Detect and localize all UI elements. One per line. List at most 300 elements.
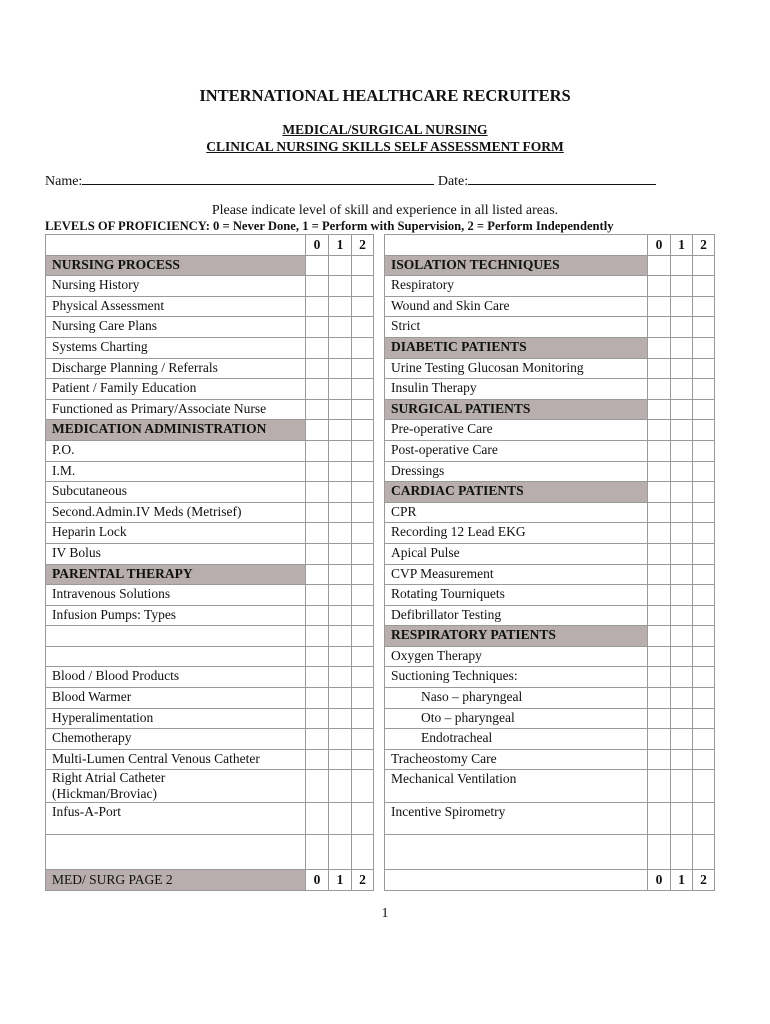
score-cell-2[interactable] <box>352 523 374 544</box>
table-row <box>46 420 715 441</box>
score-cell-0[interactable] <box>306 770 329 803</box>
score-cell-1[interactable] <box>671 502 693 523</box>
table-row <box>46 585 715 606</box>
score-cell-1[interactable] <box>329 688 352 709</box>
score-cell-1[interactable] <box>671 482 693 503</box>
section-header: DIABETIC PATIENTS <box>385 337 648 358</box>
score-cell-1[interactable] <box>671 523 693 544</box>
skill-label: Patient / Family Education <box>46 379 306 400</box>
score-cell-2[interactable] <box>693 317 715 338</box>
right-score-header-2: 2 <box>693 235 715 256</box>
skill-label: Nursing Care Plans <box>46 317 306 338</box>
score-cell-1[interactable] <box>329 296 352 317</box>
name-field[interactable] <box>82 172 434 185</box>
skill-label: Hyperalimentation <box>46 708 306 729</box>
skill-label-line-1: Right Atrial Catheter <box>52 770 166 786</box>
column-gap <box>374 803 385 835</box>
column-gap <box>374 688 385 709</box>
score-cell-1[interactable] <box>671 708 693 729</box>
skill-label: Pre-operative Care <box>385 420 648 441</box>
score-cell-0[interactable] <box>306 399 329 420</box>
score-cell-1[interactable] <box>671 585 693 606</box>
score-cell-0[interactable] <box>306 255 329 276</box>
skill-label: Intravenous Solutions <box>46 585 306 606</box>
score-cell-2[interactable] <box>352 543 374 564</box>
table-row <box>46 770 715 803</box>
score-cell-1[interactable] <box>329 708 352 729</box>
score-cell-0[interactable] <box>648 255 671 276</box>
blank-cell <box>385 835 648 870</box>
footer-right-score-2: 2 <box>693 870 715 891</box>
score-cell-2[interactable] <box>693 688 715 709</box>
score-cell-0[interactable] <box>306 688 329 709</box>
skill-label: Blood / Blood Products <box>46 667 306 688</box>
table-row <box>46 749 715 770</box>
score-cell-2[interactable] <box>352 276 374 297</box>
skills-table-body <box>46 235 715 891</box>
score-cell-2[interactable] <box>693 708 715 729</box>
column-gap <box>374 296 385 317</box>
score-cell-2[interactable] <box>352 803 374 835</box>
score-cell-0[interactable] <box>306 461 329 482</box>
score-cell-0[interactable] <box>306 749 329 770</box>
score-cell-2[interactable] <box>352 585 374 606</box>
score-cell-2[interactable] <box>693 646 715 667</box>
table-row <box>46 379 715 400</box>
score-cell-0[interactable] <box>306 440 329 461</box>
score-cell-1[interactable] <box>671 379 693 400</box>
skill-label: Rotating Tourniquets <box>385 585 648 606</box>
score-cell-2[interactable] <box>693 803 715 835</box>
skill-label: Oxygen Therapy <box>385 646 648 667</box>
skill-label: Discharge Planning / Referrals <box>46 358 306 379</box>
section-header: RESPIRATORY PATIENTS <box>385 626 648 647</box>
column-gap <box>374 729 385 750</box>
score-cell-0[interactable] <box>306 667 329 688</box>
score-cell-1[interactable] <box>329 543 352 564</box>
score-cell-0[interactable] <box>306 317 329 338</box>
score-cell-1[interactable] <box>329 461 352 482</box>
score-cell-2[interactable] <box>693 358 715 379</box>
score-cell-1[interactable] <box>671 317 693 338</box>
skill-label: Physical Assessment <box>46 296 306 317</box>
score-cell-1[interactable] <box>671 749 693 770</box>
score-cell-1[interactable] <box>671 803 693 835</box>
skill-label <box>46 646 306 667</box>
score-cell-2[interactable] <box>352 564 374 585</box>
blank-cell <box>329 835 352 870</box>
column-gap <box>374 667 385 688</box>
left-score-header-0: 0 <box>306 235 329 256</box>
instructions: Please indicate level of skill and experience in all listed areas. <box>211 203 559 218</box>
score-cell-0[interactable] <box>648 667 671 688</box>
score-cell-2[interactable] <box>693 482 715 503</box>
skill-label: I.M. <box>46 461 306 482</box>
form-title: INTERNATIONAL HEALTHCARE RECRUITERS <box>199 86 571 105</box>
score-cell-2[interactable] <box>693 585 715 606</box>
score-cell-1[interactable] <box>329 440 352 461</box>
footer-row <box>46 870 715 891</box>
score-cell-0[interactable] <box>306 585 329 606</box>
score-cell-0[interactable] <box>648 646 671 667</box>
score-cell-0[interactable] <box>306 564 329 585</box>
score-cell-1[interactable] <box>671 646 693 667</box>
column-gap <box>374 626 385 647</box>
spacer-row <box>46 835 715 870</box>
skill-label: Urine Testing Glucosan Monitoring <box>385 358 648 379</box>
score-cell-0[interactable] <box>306 729 329 750</box>
score-cell-2[interactable] <box>352 667 374 688</box>
score-cell-0[interactable] <box>648 543 671 564</box>
column-gap <box>374 835 385 870</box>
header-left-blank <box>46 235 306 256</box>
score-cell-2[interactable] <box>352 399 374 420</box>
footer-left-score-0: 0 <box>306 870 329 891</box>
score-cell-1[interactable] <box>329 803 352 835</box>
table-row <box>46 564 715 585</box>
column-gap <box>374 770 385 803</box>
skill-label: Recording 12 Lead EKG <box>385 523 648 544</box>
skill-label: Multi-Lumen Central Venous Catheter <box>46 749 306 770</box>
skills-table <box>45 234 715 891</box>
score-cell-2[interactable] <box>352 337 374 358</box>
left-score-header-2: 2 <box>352 235 374 256</box>
score-cell-0[interactable] <box>648 276 671 297</box>
page-number: 1 <box>381 906 389 921</box>
footer-right-blank <box>385 870 648 891</box>
skill-label: Incentive Spirometry <box>385 803 648 835</box>
table-row <box>46 296 715 317</box>
section-header: MEDICATION ADMINISTRATION <box>46 420 306 441</box>
score-cell-0[interactable] <box>648 502 671 523</box>
score-cell-2[interactable] <box>352 420 374 441</box>
column-gap <box>374 708 385 729</box>
section-header: NURSING PROCESS <box>46 255 306 276</box>
table-row <box>46 399 715 420</box>
table-row <box>46 646 715 667</box>
proficiency-levels: LEVELS OF PROFICIENCY: 0 = Never Done, 1 = Perform with Supervision, 2 = Perform Independently <box>45 219 614 233</box>
score-cell-1[interactable] <box>671 667 693 688</box>
skill-label: Strict <box>385 317 648 338</box>
score-cell-2[interactable] <box>352 688 374 709</box>
score-cell-1[interactable] <box>671 605 693 626</box>
score-cell-1[interactable] <box>329 626 352 647</box>
score-cell-0[interactable] <box>648 379 671 400</box>
skill-label: Wound and Skin Care <box>385 296 648 317</box>
score-cell-1[interactable] <box>329 749 352 770</box>
score-cell-2[interactable] <box>693 276 715 297</box>
footer-label: MED/ SURG PAGE 2 <box>46 870 306 891</box>
skill-label: Subcutaneous <box>46 482 306 503</box>
score-cell-1[interactable] <box>329 379 352 400</box>
score-cell-2[interactable] <box>352 296 374 317</box>
skill-label <box>46 626 306 647</box>
score-cell-1[interactable] <box>671 296 693 317</box>
score-cell-0[interactable] <box>648 729 671 750</box>
score-cell-0[interactable] <box>648 482 671 503</box>
column-gap <box>374 358 385 379</box>
skill-label: Apical Pulse <box>385 543 648 564</box>
column-gap <box>374 749 385 770</box>
score-cell-2[interactable] <box>352 749 374 770</box>
table-row <box>46 543 715 564</box>
score-cell-0[interactable] <box>306 543 329 564</box>
column-gap <box>374 646 385 667</box>
table-row <box>46 461 715 482</box>
score-cell-1[interactable] <box>329 605 352 626</box>
skill-label: Tracheostomy Care <box>385 749 648 770</box>
skill-label: Defibrillator Testing <box>385 605 648 626</box>
score-cell-2[interactable] <box>352 708 374 729</box>
score-cell-2[interactable] <box>693 461 715 482</box>
skill-label: Second.Admin.IV Meds (Metrisef) <box>46 502 306 523</box>
score-cell-0[interactable] <box>306 296 329 317</box>
score-cell-0[interactable] <box>648 358 671 379</box>
column-gap <box>374 379 385 400</box>
score-cell-2[interactable] <box>352 440 374 461</box>
column-gap <box>374 585 385 606</box>
date-label: Date: <box>437 174 469 189</box>
score-cell-2[interactable] <box>693 337 715 358</box>
column-gap <box>374 461 385 482</box>
date-field[interactable] <box>468 172 656 185</box>
score-cell-1[interactable] <box>329 729 352 750</box>
score-cell-1[interactable] <box>329 399 352 420</box>
column-gap <box>374 870 385 891</box>
form-subtitle-2: CLINICAL NURSING SKILLS SELF ASSESSMENT FORM <box>206 139 564 154</box>
score-cell-1[interactable] <box>671 770 693 803</box>
score-cell-2[interactable] <box>352 770 374 803</box>
score-cell-2[interactable] <box>693 626 715 647</box>
column-gap <box>374 317 385 338</box>
blank-cell <box>671 835 693 870</box>
score-cell-0[interactable] <box>648 770 671 803</box>
score-cell-2[interactable] <box>352 255 374 276</box>
score-cell-1[interactable] <box>329 358 352 379</box>
score-cell-1[interactable] <box>329 564 352 585</box>
score-cell-2[interactable] <box>693 729 715 750</box>
score-cell-1[interactable] <box>329 667 352 688</box>
score-cell-2[interactable] <box>352 461 374 482</box>
column-gap <box>374 399 385 420</box>
column-gap <box>374 502 385 523</box>
score-cell-0[interactable] <box>306 482 329 503</box>
score-cell-0[interactable] <box>648 523 671 544</box>
score-cell-2[interactable] <box>693 770 715 803</box>
table-row <box>46 317 715 338</box>
skill-label: Functioned as Primary/Associate Nurse <box>46 399 306 420</box>
table-row <box>46 803 715 835</box>
score-cell-2[interactable] <box>693 420 715 441</box>
score-cell-0[interactable] <box>648 564 671 585</box>
score-cell-1[interactable] <box>329 317 352 338</box>
score-cell-1[interactable] <box>329 770 352 803</box>
score-cell-1[interactable] <box>329 255 352 276</box>
score-cell-1[interactable] <box>671 255 693 276</box>
skill-label: Suctioning Techniques: <box>385 667 648 688</box>
score-cell-1[interactable] <box>671 626 693 647</box>
score-cell-0[interactable] <box>306 626 329 647</box>
score-cell-1[interactable] <box>329 646 352 667</box>
score-cell-2[interactable] <box>352 358 374 379</box>
skill-label: CPR <box>385 502 648 523</box>
table-row <box>46 626 715 647</box>
score-cell-2[interactable] <box>693 564 715 585</box>
score-cell-1[interactable] <box>671 276 693 297</box>
score-cell-2[interactable] <box>693 379 715 400</box>
score-cell-1[interactable] <box>671 461 693 482</box>
score-cell-0[interactable] <box>648 688 671 709</box>
skill-label: Endotracheal <box>385 729 648 750</box>
skill-label: CVP Measurement <box>385 564 648 585</box>
table-row <box>46 276 715 297</box>
header-right-blank <box>385 235 648 256</box>
score-cell-2[interactable] <box>352 379 374 400</box>
skill-label: Systems Charting <box>46 337 306 358</box>
score-cell-2[interactable] <box>693 440 715 461</box>
column-gap <box>374 482 385 503</box>
table-row <box>46 605 715 626</box>
score-cell-0[interactable] <box>306 605 329 626</box>
score-cell-1[interactable] <box>671 543 693 564</box>
score-cell-1[interactable] <box>329 523 352 544</box>
score-cell-0[interactable] <box>306 358 329 379</box>
column-gap <box>374 235 385 256</box>
score-cell-2[interactable] <box>352 626 374 647</box>
score-cell-0[interactable] <box>648 749 671 770</box>
score-cell-2[interactable] <box>693 502 715 523</box>
score-cell-2[interactable] <box>693 296 715 317</box>
skill-label: Blood Warmer <box>46 688 306 709</box>
score-cell-0[interactable] <box>648 440 671 461</box>
score-cell-1[interactable] <box>671 564 693 585</box>
column-gap <box>374 440 385 461</box>
blank-cell <box>306 835 329 870</box>
score-cell-0[interactable] <box>648 605 671 626</box>
blank-cell <box>693 835 715 870</box>
column-gap <box>374 543 385 564</box>
score-cell-2[interactable] <box>693 255 715 276</box>
score-cell-1[interactable] <box>671 337 693 358</box>
table-row <box>46 502 715 523</box>
skill-label: Post-operative Care <box>385 440 648 461</box>
skill-label: Mechanical Ventilation <box>385 770 648 803</box>
section-header: CARDIAC PATIENTS <box>385 482 648 503</box>
score-cell-2[interactable] <box>352 502 374 523</box>
score-cell-0[interactable] <box>648 420 671 441</box>
score-cell-0[interactable] <box>648 296 671 317</box>
score-cell-0[interactable] <box>306 502 329 523</box>
column-gap <box>374 523 385 544</box>
score-header-row <box>46 235 715 256</box>
score-cell-2[interactable] <box>693 543 715 564</box>
skill-label: Dressings <box>385 461 648 482</box>
skill-label: Chemotherapy <box>46 729 306 750</box>
skill-label: Respiratory <box>385 276 648 297</box>
table-row <box>46 358 715 379</box>
score-cell-2[interactable] <box>693 667 715 688</box>
score-cell-1[interactable] <box>671 399 693 420</box>
right-score-header-0: 0 <box>648 235 671 256</box>
score-cell-0[interactable] <box>648 803 671 835</box>
score-cell-1[interactable] <box>329 482 352 503</box>
score-cell-1[interactable] <box>671 358 693 379</box>
score-cell-1[interactable] <box>329 502 352 523</box>
score-cell-2[interactable] <box>352 605 374 626</box>
score-cell-2[interactable] <box>693 605 715 626</box>
table-row <box>46 667 715 688</box>
table-row <box>46 482 715 503</box>
score-cell-1[interactable] <box>329 276 352 297</box>
left-score-header-1: 1 <box>329 235 352 256</box>
column-gap <box>374 605 385 626</box>
score-cell-0[interactable] <box>648 626 671 647</box>
score-cell-0[interactable] <box>648 399 671 420</box>
score-cell-1[interactable] <box>671 729 693 750</box>
column-gap <box>374 255 385 276</box>
score-cell-0[interactable] <box>306 420 329 441</box>
skill-label: Oto – pharyngeal <box>385 708 648 729</box>
right-score-header-1: 1 <box>671 235 693 256</box>
score-cell-0[interactable] <box>306 523 329 544</box>
name-label: Name: <box>45 174 83 189</box>
score-cell-2[interactable] <box>352 729 374 750</box>
blank-cell <box>352 835 374 870</box>
score-cell-0[interactable] <box>648 708 671 729</box>
score-cell-0[interactable] <box>306 708 329 729</box>
score-cell-2[interactable] <box>693 523 715 544</box>
score-cell-0[interactable] <box>648 585 671 606</box>
column-gap <box>374 564 385 585</box>
table-row <box>46 688 715 709</box>
score-cell-0[interactable] <box>306 276 329 297</box>
score-cell-1[interactable] <box>329 337 352 358</box>
score-cell-0[interactable] <box>306 646 329 667</box>
score-cell-0[interactable] <box>648 337 671 358</box>
column-gap <box>374 276 385 297</box>
skill-label: Nursing History <box>46 276 306 297</box>
score-cell-0[interactable] <box>306 803 329 835</box>
score-cell-1[interactable] <box>671 440 693 461</box>
name-date-line <box>45 172 656 190</box>
score-cell-2[interactable] <box>352 482 374 503</box>
blank-cell <box>648 835 671 870</box>
column-gap <box>374 337 385 358</box>
skill-label: Insulin Therapy <box>385 379 648 400</box>
score-cell-1[interactable] <box>671 688 693 709</box>
score-cell-2[interactable] <box>693 749 715 770</box>
score-cell-0[interactable] <box>306 379 329 400</box>
footer-left-score-1: 1 <box>329 870 352 891</box>
footer-right-score-0: 0 <box>648 870 671 891</box>
score-cell-1[interactable] <box>329 420 352 441</box>
score-cell-2[interactable] <box>352 317 374 338</box>
column-gap <box>374 420 385 441</box>
score-cell-2[interactable] <box>693 399 715 420</box>
table-row <box>46 729 715 750</box>
section-header: ISOLATION TECHNIQUES <box>385 255 648 276</box>
score-cell-1[interactable] <box>329 585 352 606</box>
score-cell-0[interactable] <box>648 317 671 338</box>
table-row <box>46 255 715 276</box>
score-cell-0[interactable] <box>306 337 329 358</box>
skill-label: Infus-A-Port <box>46 803 306 835</box>
footer-left-score-2: 2 <box>352 870 374 891</box>
score-cell-2[interactable] <box>352 646 374 667</box>
score-cell-1[interactable] <box>671 420 693 441</box>
footer-right-score-1: 1 <box>671 870 693 891</box>
score-cell-0[interactable] <box>648 461 671 482</box>
